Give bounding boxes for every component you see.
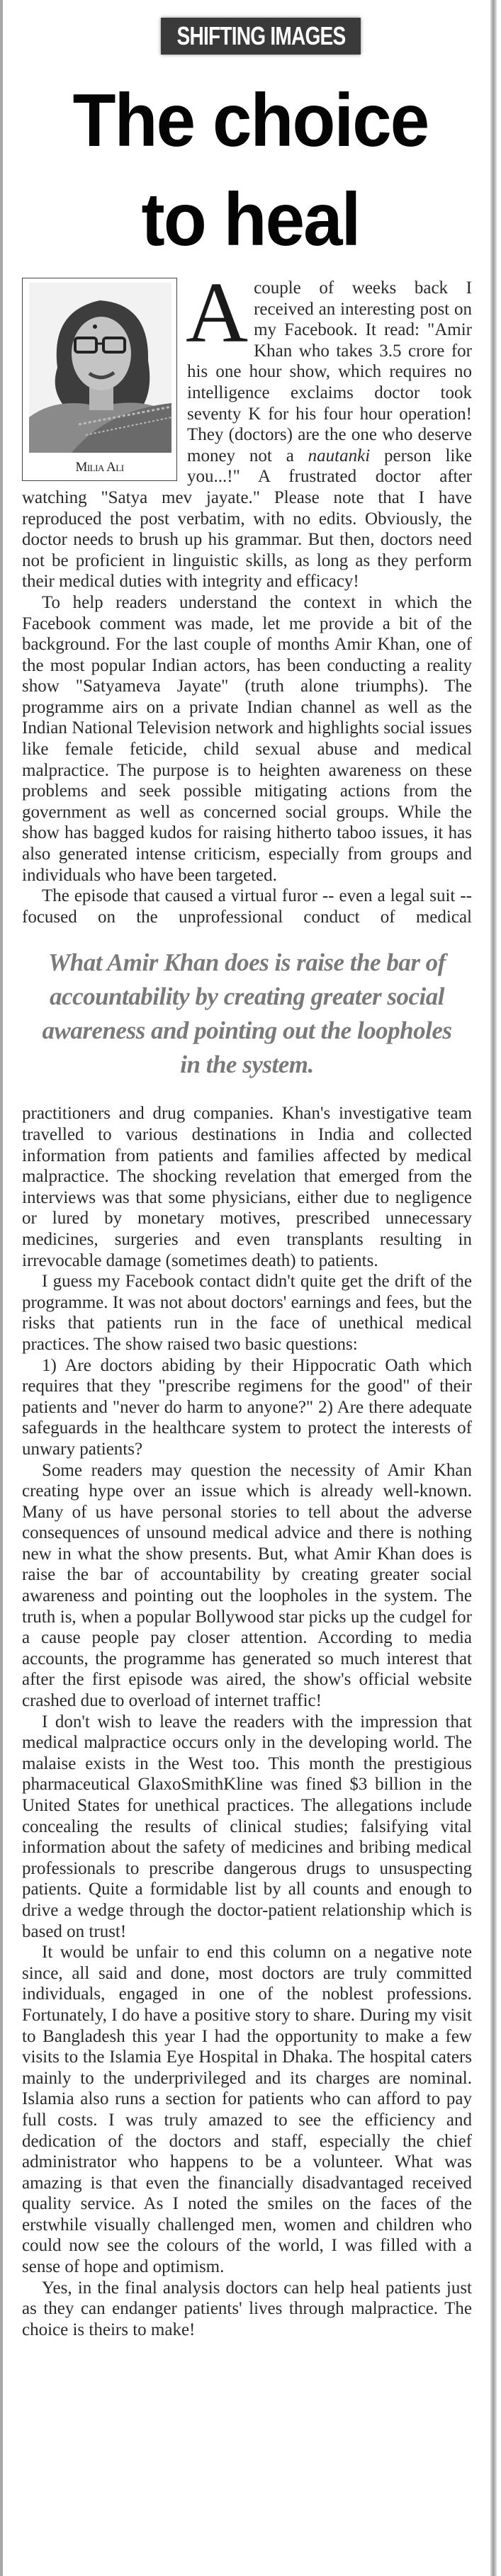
page-border-left bbox=[0, 0, 3, 2576]
paragraph-8: It would be unfair to end this column on a negative note since, all said and done, most doctors are truly committed individuals, engaged in one of the noblest professions. Fortunately, I do have a positive story to share. During my visit to Bangladesh this year I had the opportunity to make a few visits to the Islamia Eye Hospital in Dhaka. The hospital caters mainly to the underprivileged and its charges are nominal. Islamia also runs a section for patients who can afford to pay full costs. I was truly amazed to see the efficiency and dedication of the doctors and staff, especially the chief administrator who happens to be a volunteer. What was amazing is that even the financially disadvantaged received quality service. As I noted the smiles on the faces of the erstwhile visually challenged men, women and children who could now see the colours of the world, I was filled with a sense of hope and optimism. bbox=[22, 1943, 472, 2277]
drop-cap: A bbox=[186, 265, 249, 361]
paragraph-7: I don't wish to leave the readers with the impression that medical malpractice occurs only in the developing world. The malaise exists in the West too. This month the prestigious pharmaceutical GlaxoSmithKline was fined $3 billion in the United States for unethical practices. The allegations include concealing the results of clinical studies; falsifying vital information about the safety of medicines and bribing medical professionals to prescribe dangerous drugs to unsuspecting patients. Quite a formidable list by all counts and enough to drive a wedge through the doctor-patient relationship which is based on trust! bbox=[22, 1712, 472, 1941]
author-portrait-image bbox=[29, 283, 171, 453]
paragraph-6: Some readers may question the necessity of Amir Khan creating hype over an issue which is already well-known. Many of us have personal stories to tell about the adverse consequences of unsound medical advice and there is nothing new in what the show presents. But, what Amir Khan does is raise the bar of accountability by creating greater social awareness and pointing out the loopholes in the system. The truth is, when a popular Bollywood star picks up the cudgel for a cause people pay closer attention. According to media accounts, the programme has generated so much interest that after the first episode was aired, the show's official website crashed due to overload of internet traffic! bbox=[22, 1460, 472, 1711]
paragraph-3-part-2: practitioners and drug companies. Khan's investigative team travelled to various destinations in India and collected information from patients and families affected by medical malpractice. The shocking revelation that emerged from the interviews was that some physicians, either due to negligence or lured by monetary motives, prescribed unnecessary medicines, surgeries and even transplants resulting in irrevocable damage (sometimes death) to patients. bbox=[22, 1104, 472, 1270]
paragraph-9: Yes, in the final analysis doctors can help heal patients just as they can endanger patients' lives through malpractice. The choice is theirs to make! bbox=[22, 2278, 472, 2339]
paragraph-1-text: couple of weeks back I received an interesting post on my Facebook. It read: "Amir Khan who takes 3.5 crore for his one hour show, which requires no intelligence exclaims doctor took seventy K for his four hour operation! They (doctors) are the one who deserve money not a bbox=[187, 278, 472, 465]
paragraph-2: To help readers understand the context in which the Facebook comment was made, let me provide a bit of the background. For the last couple of months Amir Khan, one of the most popular Indian actors, has been conducting a reality show "Satyameva Jayate" (truth alone triumphs). The programme airs on a private Indian channel as well as the Indian National Television network and highlights social issues like female feticide, child sexual abuse and medical malpractice. The purpose is to heighten awareness on these problems and seek possible mitigating actions from the government as well as concerned social groups. While the show has bagged kudos for raising hitherto taboo issues, it has also generated intense criticism, especially from groups and individuals who have been targeted. bbox=[22, 592, 472, 885]
author-photo-box bbox=[22, 278, 177, 481]
article-body bbox=[22, 265, 473, 2340]
author-byline: Milia Ali bbox=[75, 460, 124, 475]
paragraph-5: 1) Are doctors abiding by their Hippocratic Oath which requires that they "prescribe regimens for the good" of their patients and "never do harm to anyone?" 2) Are there adequate safeguards in the healthcare system to protect the interests of unwary patients? bbox=[22, 1355, 472, 1459]
paragraph-1-italic-word: nautanki bbox=[308, 446, 371, 465]
page-border-right bbox=[490, 0, 497, 2576]
headline-line-1: The choice bbox=[72, 79, 429, 162]
pull-quote: What Amir Khan does is raise the bar of accountability by creating greater social awareness and pointing out the loopholes in the system. bbox=[42, 949, 452, 1079]
headline bbox=[0, 71, 501, 269]
section-badge bbox=[161, 18, 361, 55]
paragraph-3-part-1: The episode that caused a virtual furor -- even a legal suit -- focused on the unprofessional conduct of medical bbox=[22, 886, 472, 927]
section-label: SHIFTING IMAGES bbox=[176, 21, 345, 50]
headline-line-2: to heal bbox=[141, 178, 360, 261]
paragraph-4: I guess my Facebook contact didn't quite get the drift of the programme. It was not about doctors' earnings and fees, but the risks that patients run in the face of unethical medical practices. The show raised two basic questions: bbox=[22, 1272, 472, 1354]
author-portrait bbox=[29, 283, 171, 453]
paragraph-1-text-cont: person like you...!" A frustrated doctor after watching "Satya mev jayate." Please note that I have reproduced the post verbatim, with no edits. Obviously, the doctor needs to brush up his grammar. But then, doctors need not be proficient in linguistic skills, as long as they perform their medical duties with integrity and efficacy! bbox=[22, 446, 473, 592]
